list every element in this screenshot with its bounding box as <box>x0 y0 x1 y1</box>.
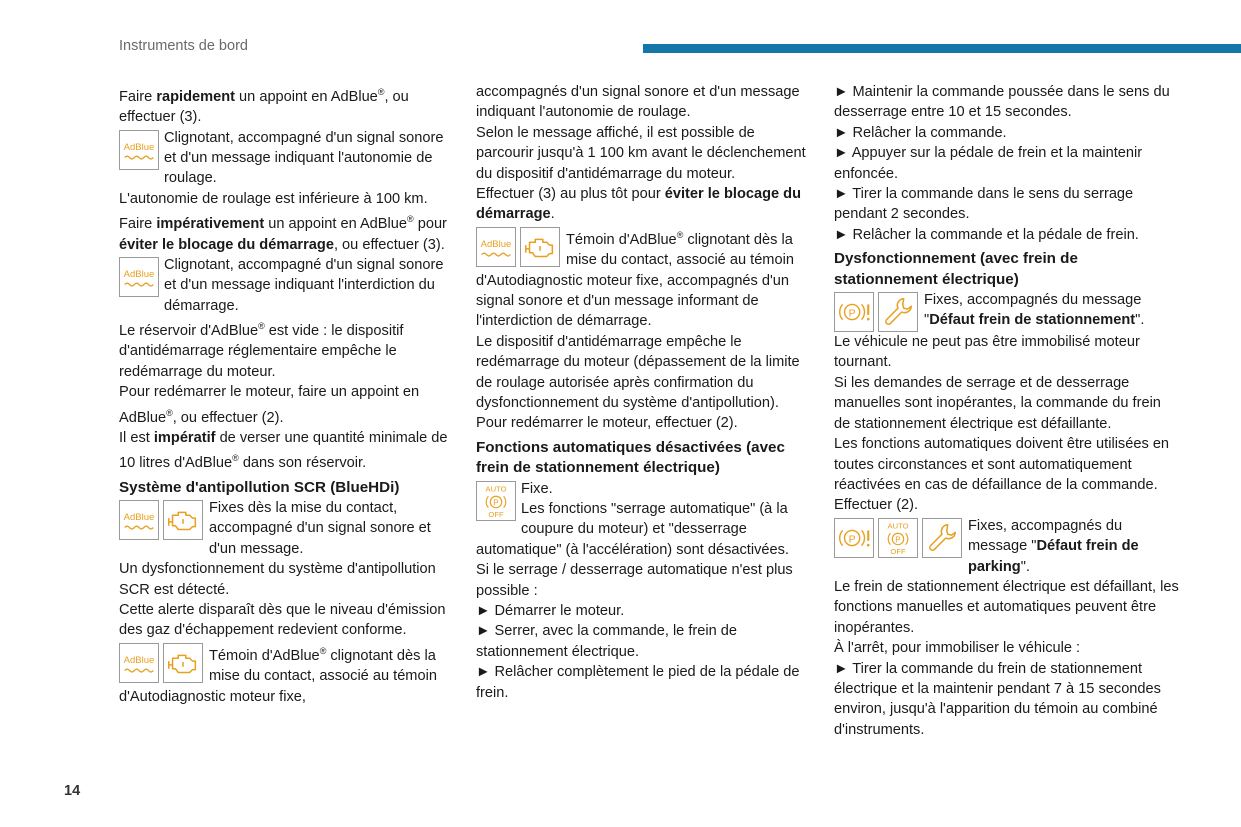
engine-check-icon <box>163 500 203 540</box>
bullet-item: ► Tirer la commande du frein de stationnement électrique et la maintenir pendant 7 à 15 secondes environ, jusqu'à l'apparition du témoin au combiné d'instruments. <box>834 660 1161 738</box>
svg-text:AdBlue: AdBlue <box>123 512 155 524</box>
adblue-warning-icon <box>119 130 159 170</box>
paragraph: Il est impératif de verser une quantité minimale de 10 litres d'AdBlue® dans son réservoir. <box>119 429 448 472</box>
paragraph: AdBlue Témoin d'AdBlue® clignotant dès la mise du contact, associé au témoin d'Autodiagnostic moteur fixe, <box>119 641 459 707</box>
header-bar <box>643 44 1241 53</box>
svg-text:P: P <box>493 497 499 507</box>
paragraph: Selon le message affiché, il est possible de parcourir jusqu'à 1 100 km avant le déclenchement du dispositif d'antidémarrage du moteur. <box>476 124 806 182</box>
icon-group <box>119 500 203 540</box>
auto-off-parking-icon <box>878 518 918 558</box>
auto-off-parking-icon <box>476 481 516 521</box>
section-heading: Fonctions automatiques désactivées (avec frein de stationnement électrique) <box>476 438 785 477</box>
bullet-item: ► Relâcher la commande. <box>834 124 1007 141</box>
paragraph: Les fonctions automatiques doivent être utilisées en toutes circonstances et sont automatiquement réactivées en cas de défaillance de la commande. <box>834 436 1170 493</box>
paragraph: Le véhicule ne peut pas être immobilisé moteur tournant. <box>834 334 1140 371</box>
icon-group <box>834 518 962 558</box>
icon-group <box>834 292 918 332</box>
section-heading: Dysfonctionnement (avec frein de stationnement électrique) <box>834 250 1078 288</box>
paragraph: Le réservoir d'AdBlue® est vide : le dispositif d'antidémarrage réglementaire empêche le redémarrage du moteur. <box>119 321 404 380</box>
icon-group <box>119 643 203 683</box>
paragraph: Effectuer (3) au plus tôt pour éviter le blocage du démarrage. <box>476 186 802 223</box>
paragraph: Effectuer (2). <box>834 497 919 514</box>
paragraph: accompagnés d'un signal sonore et d'un message indiquant l'autonomie de roulage. <box>476 84 800 121</box>
svg-text:AdBlue: AdBlue <box>123 654 155 666</box>
bullet-item: ► Serrer, avec la commande, le frein de stationnement électrique. <box>476 623 738 660</box>
column-1 <box>119 82 459 707</box>
svg-text:AdBlue: AdBlue <box>123 141 155 153</box>
svg-text:OFF: OFF <box>488 509 504 519</box>
svg-text:AdBlue: AdBlue <box>480 238 512 250</box>
paragraph: AdBlue Clignotant, accompagné d'un signal sonore et d'un message indiquant l'interdiction du démarrage. <box>119 255 459 316</box>
paragraph: Un dysfonctionnement du système d'antipollution SCR est détecté. <box>119 561 436 598</box>
paragraph: Pour redémarrer le moteur, effectuer (2). <box>476 415 738 432</box>
svg-text:AdBlue: AdBlue <box>123 268 155 280</box>
svg-text:P: P <box>848 308 856 320</box>
adblue-warning-icon <box>119 500 159 540</box>
svg-text:P: P <box>895 534 901 544</box>
page-number: 14 <box>64 783 81 799</box>
paragraph: Si le serrage / desserrage automatique n'est plus possible : <box>476 562 793 599</box>
svg-text:P: P <box>848 533 856 545</box>
paragraph: AdBlue Fixes dès la mise du contact, accompagné d'un signal sonore et d'un message. <box>119 498 459 559</box>
paragraph: Pour redémarrer le moteur, faire un appoint en AdBlue®, ou effectuer (2). <box>119 384 420 426</box>
paragraph: AdBlue Témoin d'AdBlue® clignotant dès la mise du contact, associé au témoin d'Autodiagnostic moteur fixe, accompagnés d'un signal sonore et d'un message informant de l'interdiction de démarrage. <box>476 225 816 332</box>
engine-check-icon <box>163 643 203 683</box>
paragraph: Faire impérativement un appoint en AdBlue® pour éviter le blocage du démarrage, ou effectuer (3). <box>119 214 447 253</box>
paragraph: P Fixes, accompagnés du message "Défaut frein de stationnement". <box>834 290 1179 331</box>
paragraph: Si les demandes de serrage et de desserrage manuelles sont inopérantes, la commande du frein de stationnement électrique est défaillante. <box>834 374 1161 432</box>
bullet-item: ► Tirer la commande dans le sens du serrage pendant 2 secondes. <box>834 186 1134 223</box>
bullet-item: ► Relâcher complètement le pied de la pédale de frein. <box>476 664 800 701</box>
paragraph: Faire rapidement un appoint en AdBlue®, ou effectuer (3). <box>119 87 409 126</box>
section-heading: Système d'antipollution SCR (BlueHDi) <box>119 478 400 496</box>
column-2 <box>476 82 816 703</box>
paragraph: L'autonomie de roulage est inférieure à 100 km. <box>119 190 428 207</box>
paragraph: Cette alerte disparaît dès que le niveau d'émission des gaz d'échappement redevient conforme. <box>119 602 446 639</box>
svg-text:AUTO: AUTO <box>887 521 909 531</box>
bullet-item: ► Appuyer sur la pédale de frein et la maintenir enfoncée. <box>834 145 1143 182</box>
svg-text:OFF: OFF <box>890 546 906 556</box>
bullet-item: ► Maintenir la commande poussée dans le sens du desserrage entre 10 et 15 secondes. <box>834 84 1170 121</box>
paragraph: AUTO P OFF Fixe. Les fonctions "serrage automatique" (à la coupure du moteur) et "desserrage automatique" (à l'accélération) sont désactivées. <box>476 480 789 558</box>
parking-brake-warning-icon <box>834 292 874 332</box>
parking-brake-warning-icon <box>834 518 874 558</box>
paragraph: Le dispositif d'antidémarrage empêche le redémarrage du moteur (dépassement de la limite de roulage autorisée après confirmation du dysfonctionnement du système d'antipollution). <box>476 333 800 411</box>
adblue-warning-icon <box>476 227 516 267</box>
adblue-warning-icon <box>119 257 159 297</box>
icon-group <box>476 227 560 267</box>
engine-check-icon <box>520 227 560 267</box>
bullet-item: ► Démarrer le moteur. <box>476 603 625 620</box>
paragraph: P AUTO P OFF Fixes, accompagnés du message "Défaut frein de parking". <box>834 516 1179 577</box>
header-title: Instruments de bord <box>119 38 248 54</box>
wrench-service-icon <box>922 518 962 558</box>
adblue-warning-icon <box>119 643 159 683</box>
column-3 <box>834 82 1179 740</box>
paragraph: Le frein de stationnement électrique est défaillant, les fonctions manuelles et automatiques peuvent être inopérantes. <box>834 578 1179 636</box>
bullet-item: ► Relâcher la commande et la pédale de frein. <box>834 226 1139 243</box>
paragraph: AdBlue Clignotant, accompagné d'un signal sonore et d'un message indiquant l'autonomie de roulage. <box>119 128 459 189</box>
svg-text:AUTO: AUTO <box>485 484 507 494</box>
wrench-service-icon <box>878 292 918 332</box>
paragraph: À l'arrêt, pour immobiliser le véhicule : <box>834 640 1081 657</box>
